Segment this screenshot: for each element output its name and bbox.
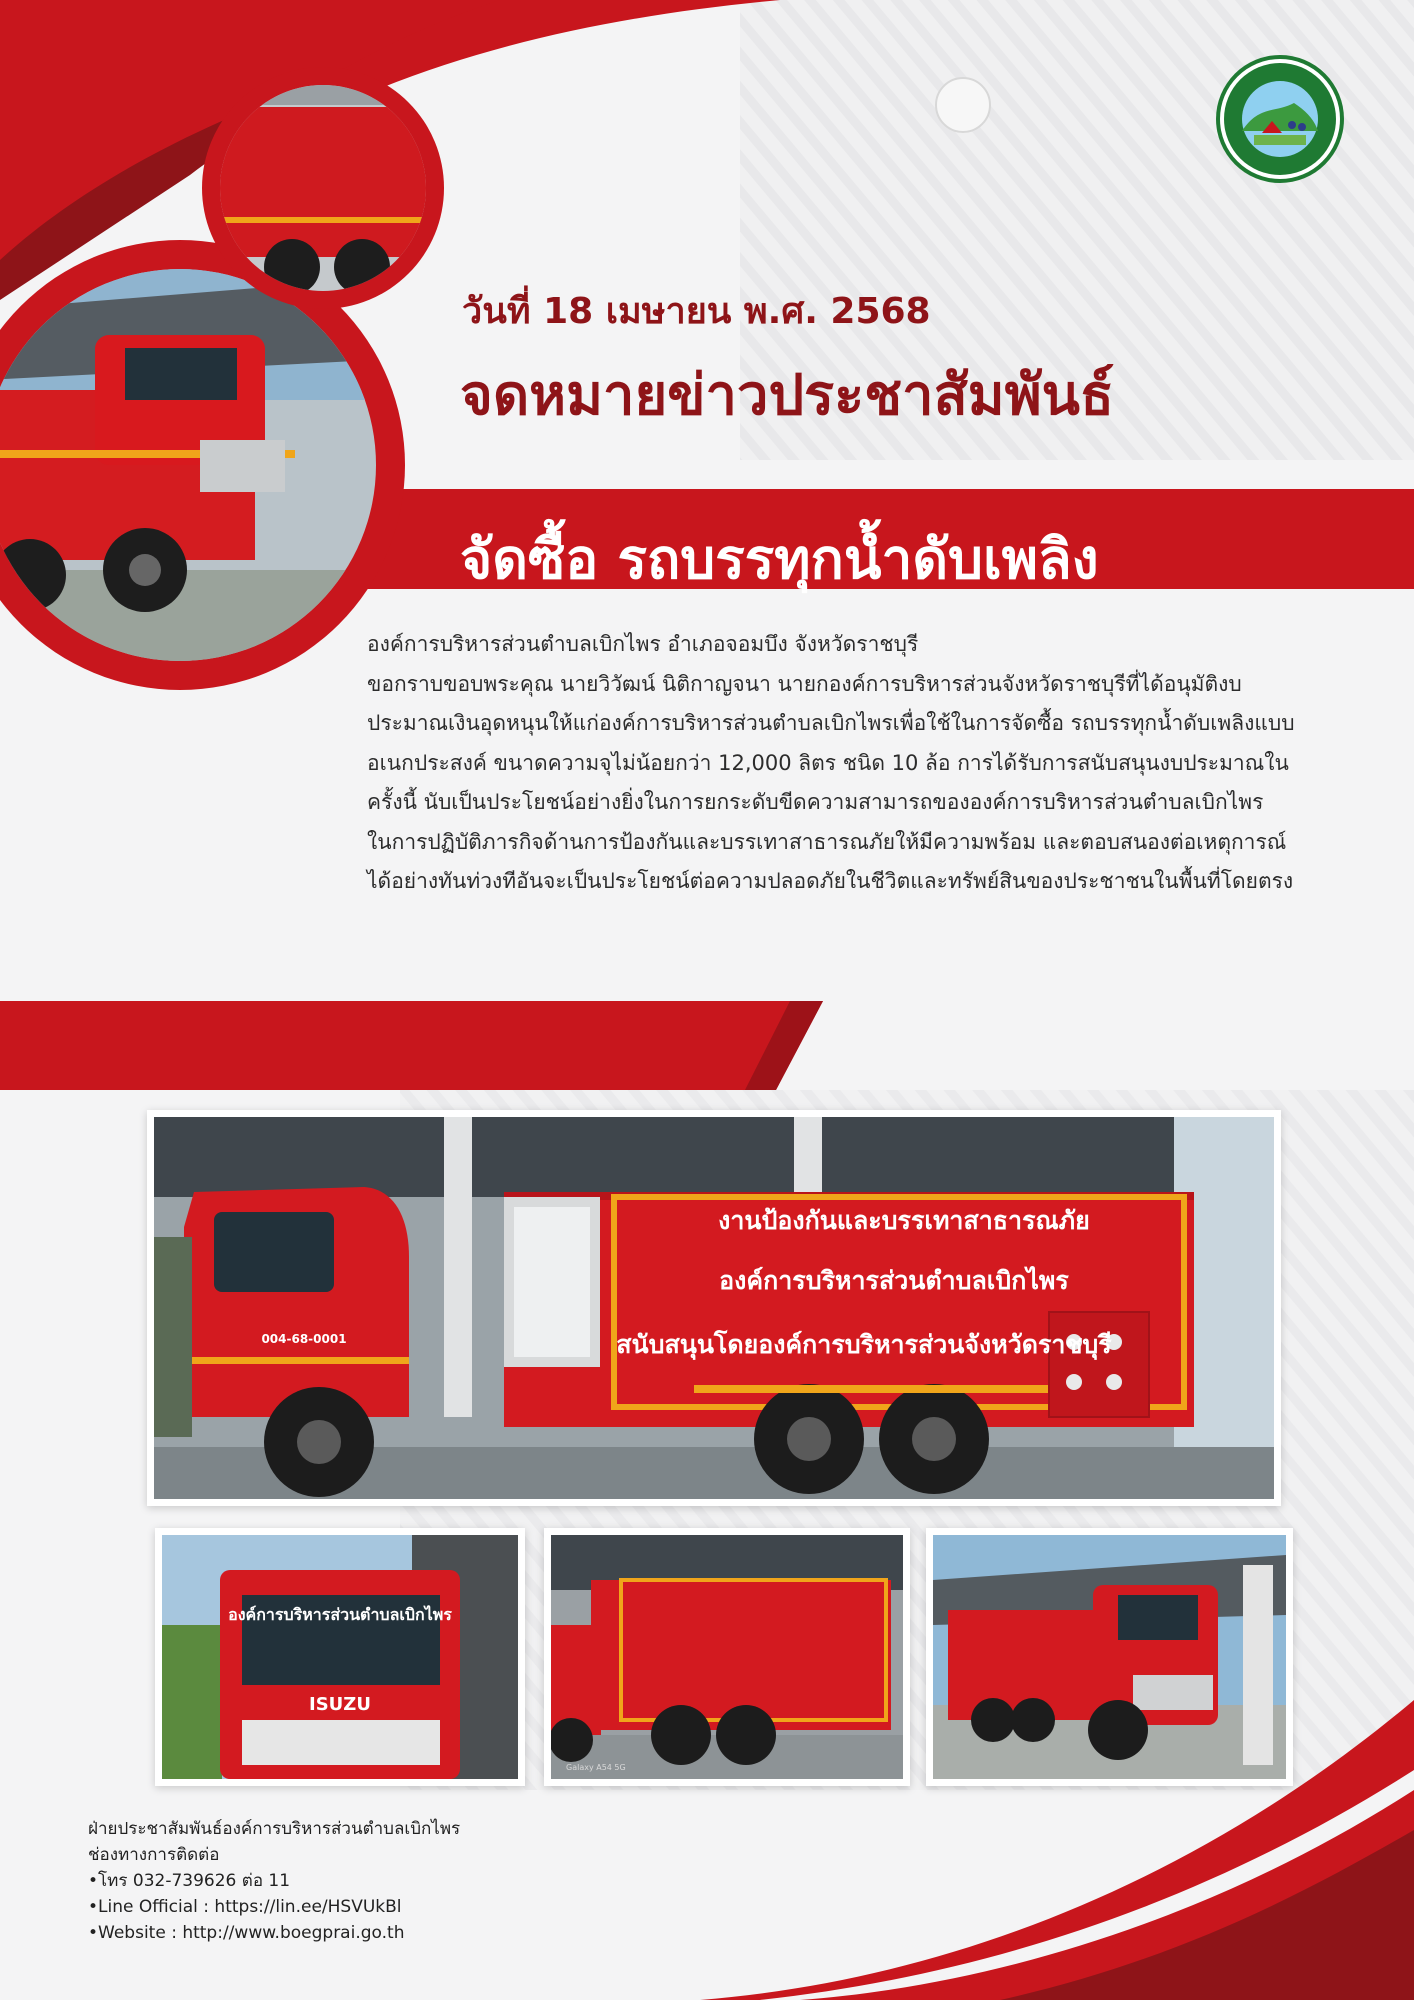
truck-front-photo — [162, 1535, 518, 1779]
page-title: จดหมายข่าวประชาสัมพันธ์ — [460, 363, 1115, 428]
contact-line[interactable]: •Line Official : https://lin.ee/HSVUkBl — [88, 1897, 402, 1917]
truck-photo-circle-small — [202, 67, 444, 309]
article-body — [367, 625, 1307, 902]
contact-phone: •โทร 032-739626 ต่อ 11 — [88, 1871, 291, 1891]
contact-heading: ช่องทางการติดต่อ — [88, 1845, 220, 1865]
truck-side-photo — [154, 1117, 1274, 1499]
subject-heading: จัดซื้อ รถบรรทุกน้ำดับเพลิง — [460, 527, 1099, 591]
organization-logo — [1214, 53, 1346, 185]
contact-section — [88, 1816, 460, 1946]
truck-side-text-2: องค์การบริหารส่วนตำบลเบิกไพร — [719, 1266, 1069, 1295]
truck-side-text-1: งานป้องกันและบรรเทาสาธารณภัย — [718, 1206, 1090, 1235]
truck-side-angle-photo — [551, 1535, 903, 1779]
body-paragraph-1: องค์การบริหารส่วนตำบลเบิกไพร อำเภอจอมบึง จังหวัดราชบุรี — [367, 632, 919, 656]
body-paragraph-3: ในการปฏิบัติภารกิจด้านการป้องกันและบรรเทาสาธารณภัยให้มีความพร้อม และตอบสนองต่อเหตุการณ์ได้อย่างทันท่วงทีอันจะเป็นประโยชน์ต่อความปลอดภัยในชีวิตและทรัพย์สินของประชาชนในพื้นที่โดยตรง — [367, 829, 1294, 893]
truck-three-quarter-photo — [933, 1535, 1286, 1779]
truck-side-text-3: สนับสนุนโดยองค์การบริหารส่วนจังหวัดราชบุรี — [616, 1330, 1112, 1359]
contact-website[interactable]: •Website : http://www.boegprai.go.th — [88, 1923, 405, 1943]
truck-plate-number: 004-68-0001 — [261, 1332, 347, 1346]
truck-brand: ISUZU — [309, 1694, 371, 1715]
contact-org: ฝ่ายประชาสัมพันธ์องค์การบริหารส่วนตำบลเบิกไพร — [88, 1819, 461, 1839]
body-paragraph-2: ขอกราบขอบพระคุณ นายวิวัฒน์ นิติกาญจนา นายกองค์การบริหารส่วนจังหวัดราชบุรีที่ได้อนุมัติงบประมาณเงินอุดหนุนให้แก่องค์การบริหารส่วนตำบลเบิกไพรเพื่อใช้ในการจัดซื้อ รถบรรทุกน้ำดับเพลิงแบบอเนกประสงค์ ขนาดความจุไม่น้อยกว่า 12,000 ลิตร ชนิด 10 ล้อ การได้รับการสนับสนุนงบประมาณในครั้งนี้ นับเป็นประโยชน์อย่างยิ่งในการยกระดับขีดความสามารถขององค์การบริหารส่วนตำบลเบิกไพร — [367, 671, 1295, 814]
newsletter-date: วันที่ 18 เมษายน พ.ศ. 2568 — [462, 291, 931, 332]
truck-front-banner: องค์การบริหารส่วนตำบลเบิกไพร — [228, 1605, 452, 1624]
photo-watermark: Galaxy A54 5G — [566, 1763, 626, 1772]
